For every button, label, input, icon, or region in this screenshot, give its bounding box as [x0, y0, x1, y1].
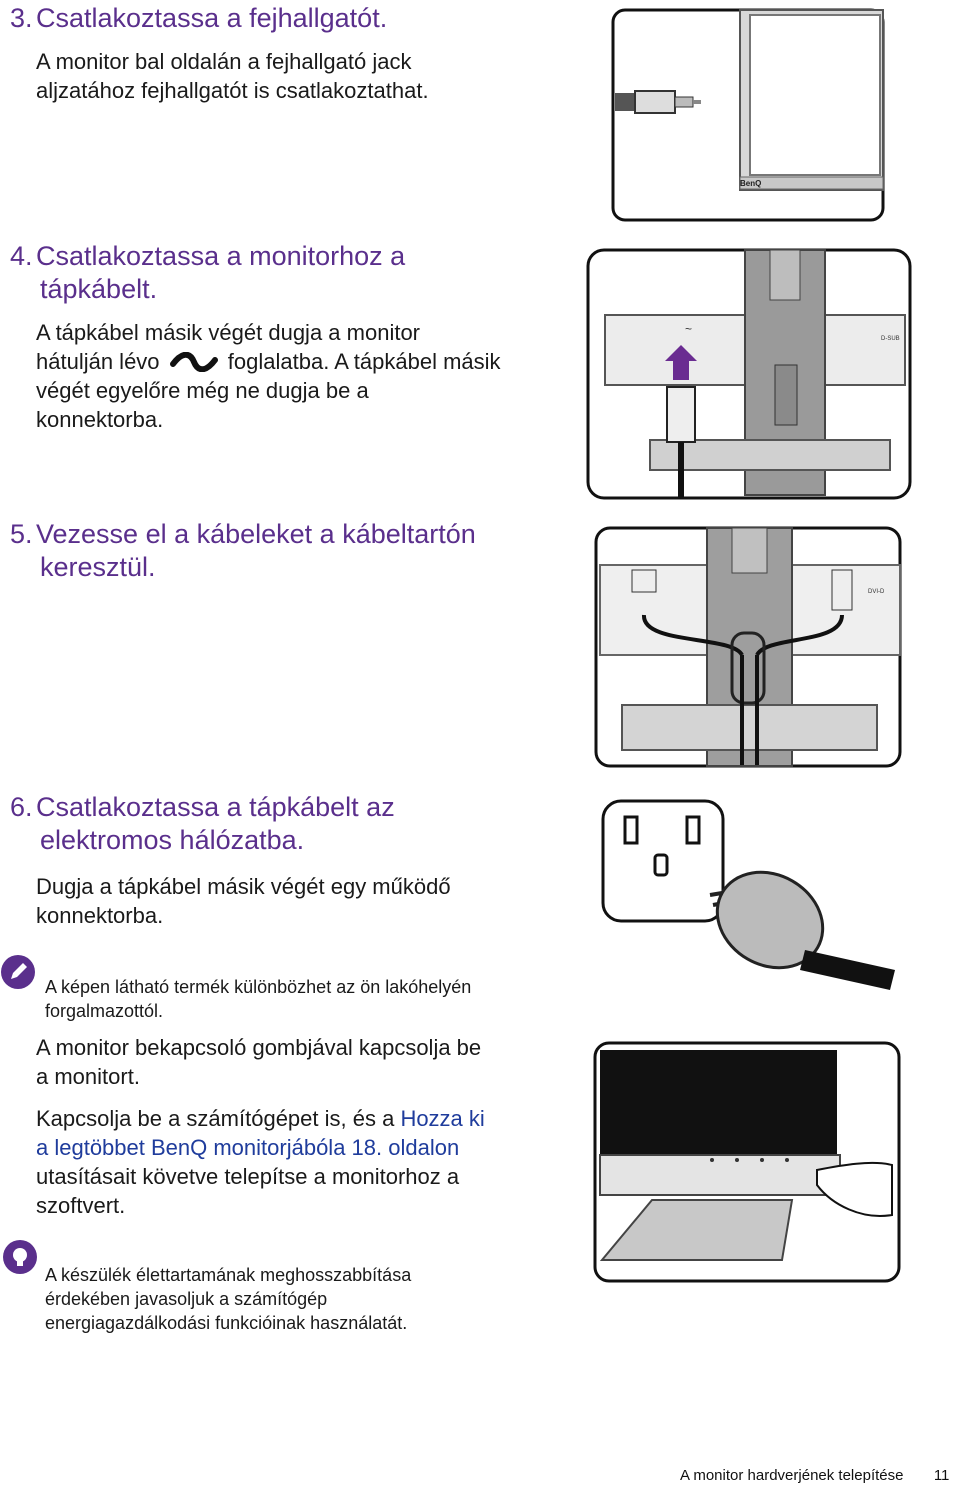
power-cable-illustration	[585, 245, 915, 500]
step3-heading: 3. Csatlakoztassa a fejhallgatót.	[10, 3, 388, 33]
footer	[680, 1467, 949, 1484]
page-number: 11	[933, 1467, 950, 1484]
note1-text: A képen látható termék különbözhet az ön lakóhelyén forgalmazottól.	[45, 977, 472, 1021]
tip-badge	[3, 1240, 37, 1274]
brand-label: BenQ	[740, 179, 762, 188]
user-guide-link[interactable]: Hozza ki	[400, 1106, 485, 1131]
dsub-label-top: D-SUB	[881, 336, 900, 342]
step6-heading: 6. Csatlakoztassa a tápkábelt az elektromos hálózatba.	[10, 792, 395, 855]
wall-outlet-illustration	[595, 795, 900, 995]
power-button	[785, 1158, 789, 1162]
step4-body: A tápkábel másik végét dugja a monitor hátulján lévo foglalatba. A tápkábel másik végét egyelőre még ne dugja be a konnektorba.	[36, 320, 501, 432]
user-guide-link-cont[interactable]: a legtöbbet BenQ monitorjábóla 18. oldalon	[36, 1135, 460, 1160]
step6-body: Dugja a tápkábel másik végét egy működő konnektorba.	[36, 874, 451, 928]
power-on-text: A monitor bekapcsoló gombjával kapcsolja be a monitort.	[36, 1035, 482, 1089]
power-plug	[667, 387, 695, 442]
jack-grip	[615, 93, 635, 111]
note-badge	[1, 955, 35, 989]
step5-heading: 5. Vezesse el a kábeleket a kábeltartón keresztül.	[10, 519, 476, 582]
power-button-illustration	[592, 1040, 902, 1285]
pencil-icon	[1, 955, 35, 989]
cable-routing-illustration	[592, 525, 904, 770]
power-symbol-label: ~	[685, 322, 693, 336]
footer-section: A monitor hardverjének telepítése	[680, 1467, 904, 1484]
step3-body: A monitor bal oldalán a fejhallgató jack aljzatához fejhallgatót is csatlakoztathat.	[36, 49, 429, 103]
dvi-label: DVI-D	[868, 589, 885, 595]
install-text: Kapcsolja be a számítógépet is, és a Hozza ki a legtöbbet BenQ monitorjábóla 18. oldalon utasításait követve telepítse a monitorhoz a szoftvert.	[36, 1106, 485, 1218]
lightbulb-icon	[3, 1240, 37, 1274]
tip-text: A készülék élettartamának meghosszabbítása érdekében javasoljuk a számítógép energiagazdálkodási funkcióinak használatát.	[45, 1265, 412, 1333]
power-socket-wave-icon	[170, 352, 218, 372]
step4-heading: 4. Csatlakoztassa a monitorhoz a tápkábelt.	[10, 241, 406, 304]
headphone-jack-illustration	[600, 5, 890, 225]
